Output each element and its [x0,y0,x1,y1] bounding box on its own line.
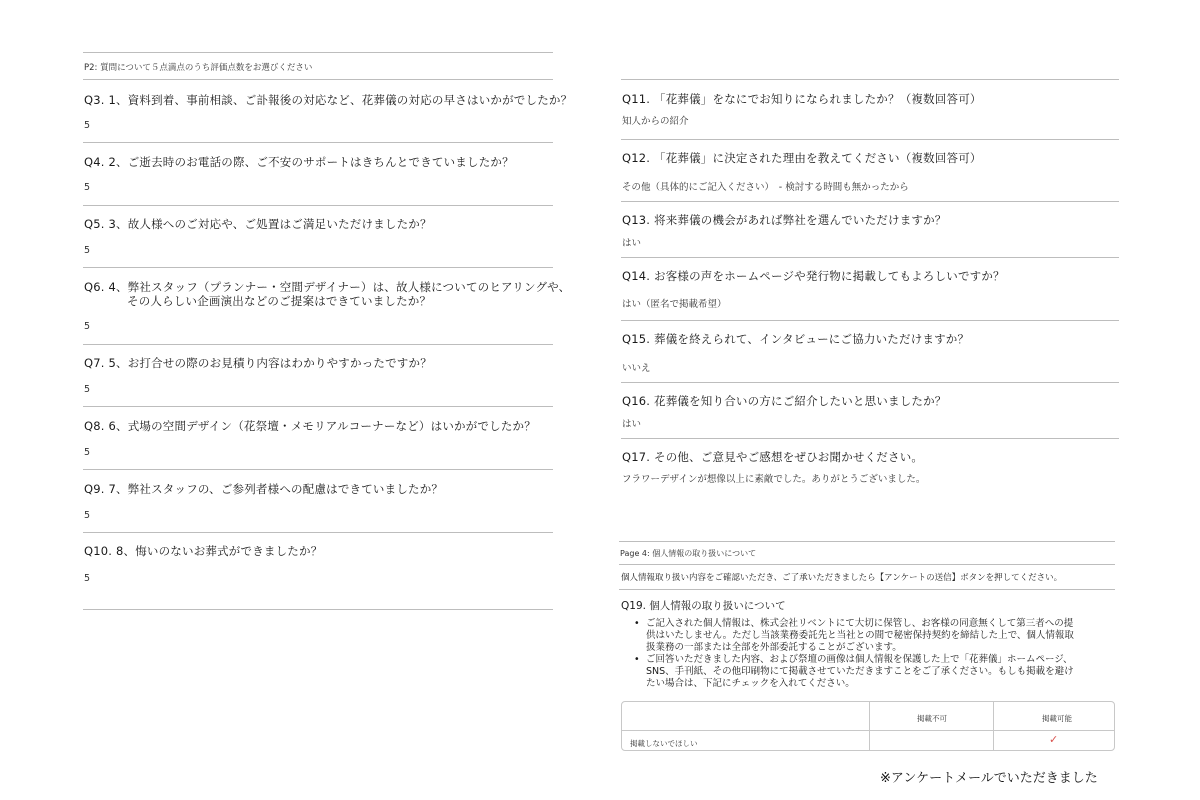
divider [621,320,1119,321]
column-header-not-allowed: 掲載不可 [917,714,947,723]
divider [83,609,553,610]
question-q17: Q17. その他、ご意見やご感想をぜひお聞かせください。 [622,450,924,464]
divider [83,532,553,533]
column-header-allowed: 掲載可能 [1042,714,1072,723]
question-q8: Q8. 6、式場の空間デザイン（花祭壇・メモリアルコーナーなど）はいかがでしたか？ [84,419,536,433]
answer-q14: はい（匿名で掲載希望） [622,299,727,310]
bullet-line: • ご記入された個人情報は、株式会社リベントにて大切に保管し、お客様の同意無くして第三者への提 [646,618,1074,629]
page4-header: Page 4: 個人情報の取り扱いについて [620,549,757,558]
divider [83,142,553,143]
answer-q5: 5 [84,245,91,256]
bullet-line: 供はいたしません。ただし当該業務委託先と当社との間で秘密保持契約を締結した上で、個人情報取 [646,630,1074,641]
divider [621,79,1119,80]
divider [621,438,1119,439]
divider [83,267,553,268]
row-label-do-not-publish: 掲載しないでほしい [630,739,698,748]
divider [619,564,1115,565]
question-q13: Q13. 将来葬儀の機会があれば弊社を選んでいただけますか？ [622,213,947,227]
bullet-line: たい場合は、下記にチェックを入れてください。 [646,678,855,689]
publication-consent-table [621,701,1115,751]
page4-intro: 個人情報取り扱い内容をご確認いただき、ご了承いただきましたら【アンケートの送信】ボタンを押してください。 [621,573,1063,583]
source-note: ※アンケートメールでいただきました [880,771,1098,786]
question-q5: Q5. 3、故人様へのご対応や、ご処置はご満足いただけましたか？ [84,217,432,231]
bullet-line: 扱業務の一部または全部を外部委託することがございます。 [646,642,902,653]
divider [83,344,553,345]
answer-q12: その他（具体的にご記入ください） - 検討する時間も無かったから [622,182,909,193]
question-q14: Q14. お客様の声をホームページや発行物に掲載してもよろしいですか？ [622,269,1005,283]
divider [621,139,1119,140]
table-divider [993,702,994,750]
question-q3: Q3. 1、資料到着、事前相談、ご訃報後の対応など、花葬儀の対応の早さはいかがでしたか？ [84,93,573,107]
bullet-line: • ご回答いただきました内容、および祭壇の画像は個人情報を保護した上で「花葬儀」ホームページ、 [646,654,1073,665]
question-q12: Q12. 「花葬儀」に決定された理由を教えてください（複数回答可） [622,151,982,165]
answer-q9: 5 [84,510,91,521]
divider [621,201,1119,202]
check-icon[interactable]: ✓ [1049,733,1059,746]
answer-q7: 5 [84,384,91,395]
answer-q15: いいえ [622,363,651,374]
question-q4: Q4. 2、ご逝去時のお電話の際、ご不安のサポートはきちんとできていましたか？ [84,155,514,169]
answer-q4: 5 [84,182,91,193]
divider [621,382,1119,383]
question-q7: Q7. 5、お打合せの際のお見積り内容はわかりやすかったですか？ [84,356,432,370]
answer-q16: はい [622,419,642,430]
divider [83,52,553,53]
divider [83,469,553,470]
privacy-bullet-1 [632,618,1112,654]
question-q6: Q6. 4、弊社スタッフ（プランナー・空間デザイナー）は、故人様についてのヒアリングや、 [84,280,571,294]
table-divider [622,730,1114,731]
bullet-line: SNS、手刊紙、その他印刷物にて掲載させていただきますことをご了承ください。もしも掲載を避け [646,666,1074,677]
divider [621,257,1119,258]
privacy-bullet-2 [632,654,1112,690]
table-divider [869,702,870,750]
question-q10: Q10. 8、悔いのないお葬式ができましたか？ [84,544,323,558]
divider [83,406,553,407]
divider [619,541,1115,542]
answer-q8: 5 [84,447,91,458]
page2-header: P2: 質問について５点満点のうち評価点数をお選びください [84,63,313,73]
question-q15: Q15. 葬儀を終えられて、インタビューにご協力いただけますか？ [622,332,970,346]
question-q19: Q19. 個人情報の取り扱いについて [621,600,786,612]
answer-q13: はい [622,238,642,249]
answer-q6: 5 [84,321,91,332]
question-q11: Q11. 「花葬儀」をなにでお知りになられましたか？（複数回答可） [622,92,982,106]
divider [619,589,1115,590]
answer-q10: 5 [84,573,91,584]
question-q9: Q9. 7、弊社スタッフの、ご参列者様への配慮はできていましたか？ [84,482,444,496]
question-q16: Q16. 花葬儀を知り合いの方にご紹介したいと思いましたか？ [622,394,947,408]
privacy-bullets [632,618,1112,690]
answer-q17: フラワーデザインが想像以上に素敵でした。ありがとうございました。 [622,474,926,485]
divider [83,205,553,206]
answer-q3: 5 [84,120,91,131]
answer-q11: 知人からの紹介 [622,116,689,127]
divider [83,79,553,80]
question-q6-line2: その人らしい企画演出などのご提案はできていましたか？ [127,294,432,308]
